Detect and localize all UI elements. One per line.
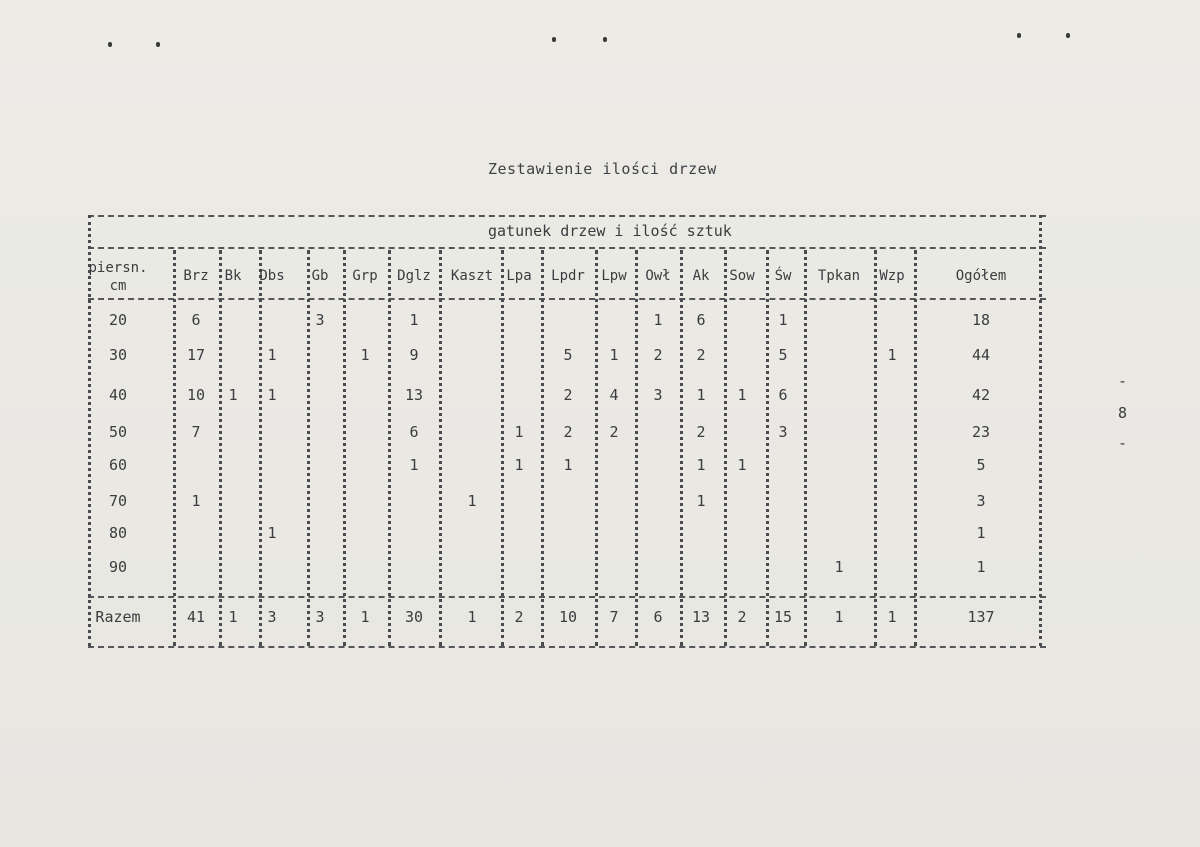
species-header-bk: Bk: [224, 268, 242, 284]
row-diameter: 50: [108, 423, 128, 441]
species-header-lpdr: Lpdr: [551, 268, 585, 284]
table-cell: 10: [186, 386, 206, 404]
sum-cell: 30: [404, 608, 424, 626]
species-header-gb: Gb: [311, 268, 329, 284]
table-cell: 2: [653, 346, 663, 364]
punch-hole: [108, 42, 112, 47]
table-cell: 1: [778, 311, 788, 329]
table-cell: 6: [778, 386, 788, 404]
table-cell: 1: [267, 346, 277, 364]
total-header: Ogółem: [955, 268, 1007, 284]
column-separator: [914, 250, 917, 646]
table-cell: 5: [778, 346, 788, 364]
table-cell: 1: [737, 386, 747, 404]
sum-cell: 10: [558, 608, 578, 626]
table-cell: 1: [834, 558, 844, 576]
table-cell: 1: [409, 456, 419, 474]
table-cell: 1: [267, 524, 277, 542]
table-cell: 1: [696, 492, 706, 510]
column-separator: [635, 250, 638, 646]
table-cell: 1: [514, 456, 524, 474]
row-total: 18: [971, 311, 991, 329]
table-rule-columns: [88, 298, 1046, 300]
species-header-ak: Ak: [692, 268, 710, 284]
table-border-left: [88, 215, 91, 646]
row-diameter: 80: [108, 524, 128, 542]
grand-total: 137: [967, 608, 995, 626]
table-border-right: [1039, 215, 1042, 646]
table-cell: 2: [609, 423, 619, 441]
table-cell: 1: [360, 346, 370, 364]
row-diameter: 30: [108, 346, 128, 364]
sum-cell: 7: [609, 608, 619, 626]
sum-cell: 15: [773, 608, 793, 626]
column-separator: [595, 250, 598, 646]
table-cell: 2: [696, 423, 706, 441]
table-cell: 1: [609, 346, 619, 364]
table-cell: 1: [653, 311, 663, 329]
sum-cell: 3: [267, 608, 277, 626]
row-diameter: 20: [108, 311, 128, 329]
row-total: 23: [971, 423, 991, 441]
sum-cell: 3: [315, 608, 325, 626]
table-cell: 2: [563, 423, 573, 441]
table-cell: 4: [609, 386, 619, 404]
table-rule-header: [88, 247, 1046, 249]
row-total: 44: [971, 346, 991, 364]
species-header-sow: Sow: [729, 268, 755, 284]
sum-row-label: Razem: [95, 608, 141, 626]
table-rule-top: [88, 215, 1046, 217]
sum-cell: 1: [834, 608, 844, 626]
row-diameter: 90: [108, 558, 128, 576]
species-header-św: Św: [774, 268, 792, 284]
table-cell: 9: [409, 346, 419, 364]
column-separator: [307, 250, 310, 646]
table-cell: 1: [563, 456, 573, 474]
table-cell: 17: [186, 346, 206, 364]
column-separator: [541, 250, 544, 646]
table-cell: 1: [267, 386, 277, 404]
table-cell: 7: [191, 423, 201, 441]
column-separator: [766, 250, 769, 646]
species-header-wzp: Wzp: [879, 268, 905, 284]
species-header-grp: Grp: [352, 268, 378, 284]
row-total: 3: [976, 492, 986, 510]
table-cell: 5: [563, 346, 573, 364]
row-diameter: 70: [108, 492, 128, 510]
table-rule-sum: [88, 596, 1046, 598]
species-group-header: gatunek drzew i ilość sztuk: [488, 222, 732, 240]
sum-cell: 1: [467, 608, 477, 626]
punch-hole: [603, 37, 607, 42]
document-title: Zestawienie ilości drzew: [488, 160, 717, 178]
table-cell: 6: [409, 423, 419, 441]
page-number: 8: [1118, 404, 1128, 422]
species-header-brz: Brz: [183, 268, 209, 284]
species-header-owł: Owł: [645, 268, 671, 284]
column-separator: [874, 250, 877, 646]
row-total: 42: [971, 386, 991, 404]
table-rule-bottom: [88, 646, 1046, 648]
table-cell: 6: [191, 311, 201, 329]
table-cell: 3: [315, 311, 325, 329]
row-diameter: 60: [108, 456, 128, 474]
sum-cell: 2: [737, 608, 747, 626]
column-separator: [804, 250, 807, 646]
row-total: 1: [976, 524, 986, 542]
column-separator: [259, 250, 262, 646]
table-cell: 3: [653, 386, 663, 404]
table-cell: 1: [514, 423, 524, 441]
species-header-lpa: Lpa: [506, 268, 532, 284]
column-separator: [173, 250, 176, 646]
table-cell: 1: [696, 456, 706, 474]
column-separator: [388, 250, 391, 646]
tree-count-table: [88, 212, 1046, 652]
column-separator: [439, 250, 442, 646]
row-diameter: 40: [108, 386, 128, 404]
sum-cell: 13: [691, 608, 711, 626]
diameter-unit-header: cm: [109, 278, 127, 294]
punch-hole: [552, 37, 556, 42]
table-cell: 2: [696, 346, 706, 364]
column-separator: [219, 250, 222, 646]
table-cell: 2: [563, 386, 573, 404]
diameter-header: piersn.: [88, 260, 148, 276]
table-cell: 1: [409, 311, 419, 329]
table-cell: 1: [887, 346, 897, 364]
sum-cell: 1: [360, 608, 370, 626]
punch-hole: [1017, 33, 1021, 38]
table-cell: 6: [696, 311, 706, 329]
column-separator: [343, 250, 346, 646]
page-dash-bottom: -: [1118, 434, 1128, 452]
sum-cell: 1: [228, 608, 238, 626]
table-cell: 1: [467, 492, 477, 510]
table-cell: 1: [737, 456, 747, 474]
sum-cell: 6: [653, 608, 663, 626]
column-separator: [680, 250, 683, 646]
sum-cell: 1: [887, 608, 897, 626]
row-total: 1: [976, 558, 986, 576]
punch-hole: [156, 42, 160, 47]
table-cell: 3: [778, 423, 788, 441]
table-cell: 1: [228, 386, 238, 404]
species-header-tpkan: Tpkan: [817, 268, 861, 284]
sum-cell: 2: [514, 608, 524, 626]
species-header-dglz: Dglz: [397, 268, 431, 284]
table-cell: 1: [696, 386, 706, 404]
page-dash-top: -: [1118, 372, 1128, 390]
row-total: 5: [976, 456, 986, 474]
species-header-lpw: Lpw: [601, 268, 627, 284]
species-header-kaszt: Kaszt: [450, 268, 494, 284]
sum-cell: 41: [186, 608, 206, 626]
species-header-dbs: Dbs: [259, 268, 285, 284]
table-cell: 1: [191, 492, 201, 510]
column-separator: [501, 250, 504, 646]
column-separator: [724, 250, 727, 646]
table-cell: 13: [404, 386, 424, 404]
punch-hole: [1066, 33, 1070, 38]
